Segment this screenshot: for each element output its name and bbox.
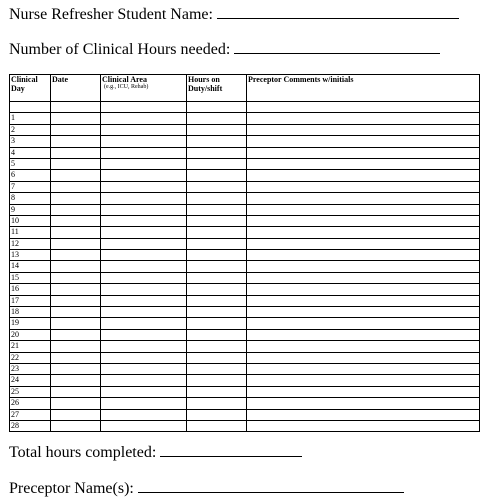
- table-row: [10, 295, 480, 306]
- date-cell[interactable]: [51, 250, 101, 261]
- area-cell[interactable]: [101, 227, 187, 238]
- hours-cell[interactable]: [187, 363, 247, 374]
- table-row: [10, 375, 480, 386]
- comments-cell[interactable]: [247, 124, 480, 135]
- area-cell[interactable]: [101, 181, 187, 192]
- area-cell[interactable]: [101, 113, 187, 124]
- total-hours-label: Total hours completed:: [9, 444, 157, 461]
- day-cell: 1: [10, 113, 51, 124]
- hours-cell[interactable]: [187, 398, 247, 409]
- date-cell[interactable]: [51, 204, 101, 215]
- comments-cell[interactable]: [247, 250, 480, 261]
- comments-cell[interactable]: [247, 261, 480, 272]
- table-row: [10, 284, 480, 295]
- date-cell[interactable]: [51, 386, 101, 397]
- hours-cell[interactable]: [187, 352, 247, 363]
- day-cell: 28: [10, 420, 51, 431]
- day-cell: 5: [10, 158, 51, 169]
- comments-cell[interactable]: [247, 215, 480, 226]
- table-row: [10, 318, 480, 329]
- table-row: [10, 363, 480, 374]
- hours-cell[interactable]: [187, 329, 247, 340]
- comments-cell[interactable]: [247, 329, 480, 340]
- comments-cell[interactable]: [247, 272, 480, 283]
- day-cell: 23: [10, 363, 51, 374]
- day-cell: 17: [10, 295, 51, 306]
- comments-cell[interactable]: [247, 295, 480, 306]
- comments-cell[interactable]: [247, 204, 480, 215]
- day-cell: 12: [10, 238, 51, 249]
- comments-cell[interactable]: [247, 398, 480, 409]
- table-row: [10, 398, 480, 409]
- comments-cell[interactable]: [247, 307, 480, 318]
- day-cell: 2: [10, 124, 51, 135]
- preceptor-name-blank[interactable]: [138, 478, 404, 493]
- comments-cell[interactable]: [247, 227, 480, 238]
- hours-cell[interactable]: [187, 215, 247, 226]
- comments-cell[interactable]: [247, 136, 480, 147]
- comments-cell[interactable]: [247, 238, 480, 249]
- table-row: [10, 136, 480, 147]
- table-row: [10, 250, 480, 261]
- header-clinical-area-hint: (e.g., ICU, Rehab): [104, 84, 149, 90]
- hours-cell[interactable]: [187, 204, 247, 215]
- table-row: [10, 158, 480, 169]
- date-cell[interactable]: [51, 307, 101, 318]
- area-cell[interactable]: [101, 272, 187, 283]
- table-row: [10, 204, 480, 215]
- day-cell: 3: [10, 136, 51, 147]
- hours-cell[interactable]: [187, 341, 247, 352]
- header-preceptor-comments: [247, 75, 480, 102]
- date-cell[interactable]: [51, 170, 101, 181]
- day-cell: 21: [10, 341, 51, 352]
- date-cell[interactable]: [51, 238, 101, 249]
- day-cell: 18: [10, 307, 51, 318]
- date-cell[interactable]: [51, 102, 101, 113]
- comments-cell[interactable]: [247, 170, 480, 181]
- date-cell[interactable]: [51, 329, 101, 340]
- table-row: [10, 272, 480, 283]
- area-cell[interactable]: [101, 193, 187, 204]
- header-preceptor-comments-label: Preceptor Comments w/initials: [248, 75, 354, 84]
- date-cell[interactable]: [51, 215, 101, 226]
- comments-cell[interactable]: [247, 363, 480, 374]
- table-row: [10, 215, 480, 226]
- area-cell[interactable]: [101, 102, 187, 113]
- preceptor-name-label: Preceptor Name(s):: [9, 480, 134, 497]
- area-cell[interactable]: [101, 136, 187, 147]
- date-cell[interactable]: [51, 318, 101, 329]
- day-cell: [10, 102, 51, 113]
- date-cell[interactable]: [51, 398, 101, 409]
- day-cell: 25: [10, 386, 51, 397]
- area-cell[interactable]: [101, 318, 187, 329]
- area-cell[interactable]: [101, 261, 187, 272]
- table-row: [10, 409, 480, 420]
- hours-cell[interactable]: [187, 170, 247, 181]
- student-name-label: Nurse Refresher Student Name:: [9, 6, 213, 23]
- date-cell[interactable]: [51, 352, 101, 363]
- day-cell: 24: [10, 375, 51, 386]
- header-clinical-day-line1: Clinical: [11, 75, 38, 84]
- table-row: [10, 329, 480, 340]
- area-cell[interactable]: [101, 363, 187, 374]
- day-cell: 10: [10, 215, 51, 226]
- comments-cell[interactable]: [247, 284, 480, 295]
- area-cell[interactable]: [101, 170, 187, 181]
- date-cell[interactable]: [51, 181, 101, 192]
- area-cell[interactable]: [101, 341, 187, 352]
- hours-cell[interactable]: [187, 102, 247, 113]
- date-cell[interactable]: [51, 420, 101, 431]
- area-cell[interactable]: [101, 375, 187, 386]
- area-cell[interactable]: [101, 398, 187, 409]
- header-clinical-day-line2: Day: [11, 84, 25, 93]
- day-cell: 16: [10, 284, 51, 295]
- comments-cell[interactable]: [247, 318, 480, 329]
- area-cell[interactable]: [101, 204, 187, 215]
- table-row: [10, 307, 480, 318]
- header-date-label: Date: [52, 75, 68, 84]
- hours-cell[interactable]: [187, 250, 247, 261]
- hours-cell[interactable]: [187, 113, 247, 124]
- date-cell[interactable]: [51, 363, 101, 374]
- comments-cell[interactable]: [247, 158, 480, 169]
- hours-cell[interactable]: [187, 261, 247, 272]
- date-cell[interactable]: [51, 284, 101, 295]
- date-cell[interactable]: [51, 409, 101, 420]
- day-cell: 15: [10, 272, 51, 283]
- header-hours-on-duty: [187, 75, 247, 102]
- hours-cell[interactable]: [187, 147, 247, 158]
- header-clinical-area-label: Clinical Area: [102, 75, 147, 84]
- student-name-field: [9, 4, 459, 24]
- hours-cell[interactable]: [187, 420, 247, 431]
- day-cell: 13: [10, 250, 51, 261]
- comments-cell[interactable]: [247, 181, 480, 192]
- date-cell[interactable]: [51, 193, 101, 204]
- date-cell[interactable]: [51, 136, 101, 147]
- day-cell: 7: [10, 181, 51, 192]
- hours-cell[interactable]: [187, 318, 247, 329]
- hours-cell[interactable]: [187, 409, 247, 420]
- table-row: [10, 124, 480, 135]
- preceptor-name-field: [9, 478, 404, 498]
- table-row: [10, 113, 480, 124]
- header-date: [51, 75, 101, 102]
- day-cell: 19: [10, 318, 51, 329]
- table-header-row: [10, 75, 480, 102]
- table-row: [10, 352, 480, 363]
- area-cell[interactable]: [101, 215, 187, 226]
- date-cell[interactable]: [51, 375, 101, 386]
- comments-cell[interactable]: [247, 409, 480, 420]
- clinical-hours-blank[interactable]: [234, 39, 440, 54]
- hours-cell[interactable]: [187, 375, 247, 386]
- day-cell: 6: [10, 170, 51, 181]
- hours-cell[interactable]: [187, 181, 247, 192]
- table-row: [10, 227, 480, 238]
- area-cell[interactable]: [101, 238, 187, 249]
- day-cell: 14: [10, 261, 51, 272]
- comments-cell[interactable]: [247, 193, 480, 204]
- hours-cell[interactable]: [187, 158, 247, 169]
- table-row: [10, 238, 480, 249]
- hours-cell[interactable]: [187, 124, 247, 135]
- area-cell[interactable]: [101, 352, 187, 363]
- clinical-log-table: [9, 74, 480, 432]
- area-cell[interactable]: [101, 409, 187, 420]
- table-row: [10, 170, 480, 181]
- date-cell[interactable]: [51, 113, 101, 124]
- clinical-hours-label: Number of Clinical Hours needed:: [9, 41, 231, 58]
- comments-cell[interactable]: [247, 147, 480, 158]
- hours-cell[interactable]: [187, 272, 247, 283]
- hours-cell[interactable]: [187, 193, 247, 204]
- area-cell[interactable]: [101, 329, 187, 340]
- day-cell: 4: [10, 147, 51, 158]
- area-cell[interactable]: [101, 158, 187, 169]
- comments-cell[interactable]: [247, 375, 480, 386]
- header-hours-line2: Duty/shift: [188, 84, 223, 93]
- header-clinical-day: [10, 75, 51, 102]
- day-cell: 27: [10, 409, 51, 420]
- date-cell[interactable]: [51, 227, 101, 238]
- table-row: [10, 181, 480, 192]
- clinical-log-body: [10, 102, 480, 432]
- area-cell[interactable]: [101, 284, 187, 295]
- table-row: [10, 386, 480, 397]
- hours-cell[interactable]: [187, 386, 247, 397]
- date-cell[interactable]: [51, 272, 101, 283]
- hours-cell[interactable]: [187, 295, 247, 306]
- student-name-blank[interactable]: [217, 4, 459, 19]
- day-cell: 20: [10, 329, 51, 340]
- day-cell: 11: [10, 227, 51, 238]
- comments-cell[interactable]: [247, 352, 480, 363]
- hours-cell[interactable]: [187, 227, 247, 238]
- date-cell[interactable]: [51, 158, 101, 169]
- clinical-hours-field: [9, 39, 440, 59]
- day-cell: 26: [10, 398, 51, 409]
- header-hours-line1: Hours on: [188, 75, 220, 84]
- area-cell[interactable]: [101, 307, 187, 318]
- day-cell: 22: [10, 352, 51, 363]
- header-clinical-area: [101, 75, 187, 102]
- area-cell[interactable]: [101, 124, 187, 135]
- area-cell[interactable]: [101, 295, 187, 306]
- comments-cell[interactable]: [247, 341, 480, 352]
- comments-cell[interactable]: [247, 420, 480, 431]
- date-cell[interactable]: [51, 295, 101, 306]
- area-cell[interactable]: [101, 420, 187, 431]
- comments-cell[interactable]: [247, 102, 480, 113]
- total-hours-blank[interactable]: [160, 442, 302, 457]
- table-row: [10, 102, 480, 113]
- day-cell: 9: [10, 204, 51, 215]
- area-cell[interactable]: [101, 147, 187, 158]
- hours-cell[interactable]: [187, 136, 247, 147]
- hours-cell[interactable]: [187, 307, 247, 318]
- table-row: [10, 193, 480, 204]
- area-cell[interactable]: [101, 250, 187, 261]
- table-row: [10, 261, 480, 272]
- comments-cell[interactable]: [247, 113, 480, 124]
- day-cell: 8: [10, 193, 51, 204]
- date-cell[interactable]: [51, 124, 101, 135]
- hours-cell[interactable]: [187, 284, 247, 295]
- table-row: [10, 147, 480, 158]
- comments-cell[interactable]: [247, 386, 480, 397]
- hours-cell[interactable]: [187, 238, 247, 249]
- date-cell[interactable]: [51, 341, 101, 352]
- date-cell[interactable]: [51, 147, 101, 158]
- area-cell[interactable]: [101, 386, 187, 397]
- table-row: [10, 341, 480, 352]
- date-cell[interactable]: [51, 261, 101, 272]
- table-row: [10, 420, 480, 431]
- total-hours-field: [9, 442, 302, 462]
